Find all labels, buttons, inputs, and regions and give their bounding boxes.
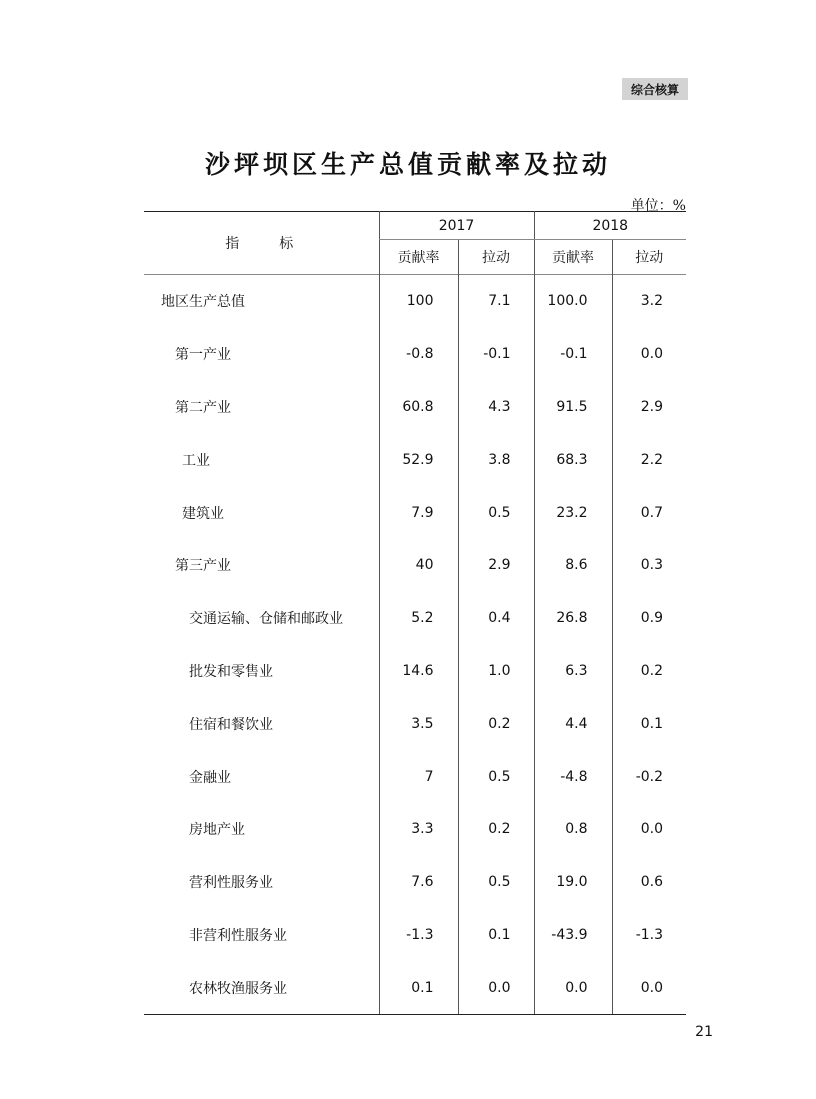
col-header-pull-2017: 拉动: [458, 240, 534, 275]
row-label: 房地产业: [189, 822, 245, 839]
indicator-header-char-1: 指: [225, 236, 244, 252]
cell-contribution-2017: 5.2: [379, 592, 458, 645]
row-label: 第二产业: [175, 399, 231, 416]
cell-pull-2017: 0.1: [458, 909, 534, 962]
table-row: [144, 750, 686, 803]
cell-contribution-2018: 91.5: [534, 381, 612, 434]
col-header-contribution-2018: 贡献率: [534, 240, 612, 275]
cell-contribution-2018: 23.2: [534, 486, 612, 539]
cell-contribution-2018: -0.1: [534, 328, 612, 381]
cell-pull-2017: 7.1: [458, 275, 534, 328]
cell-contribution-2018: 68.3: [534, 433, 612, 486]
year-header-2017: 2017: [379, 212, 534, 240]
table-row: [144, 803, 686, 856]
section-tag: 综合核算: [622, 78, 688, 100]
cell-contribution-2018: 19.0: [534, 856, 612, 909]
cell-pull-2018: 0.0: [612, 961, 686, 1014]
cell-contribution-2017: 40: [379, 539, 458, 592]
cell-contribution-2017: 60.8: [379, 381, 458, 434]
cell-pull-2018: 0.7: [612, 486, 686, 539]
table-row: [144, 856, 686, 909]
cell-contribution-2018: -4.8: [534, 750, 612, 803]
cell-pull-2018: 0.6: [612, 856, 686, 909]
cell-pull-2017: 0.5: [458, 750, 534, 803]
cell-pull-2017: 0.2: [458, 697, 534, 750]
cell-pull-2018: 0.9: [612, 592, 686, 645]
cell-contribution-2018: 26.8: [534, 592, 612, 645]
cell-pull-2018: 3.2: [612, 275, 686, 328]
cell-pull-2018: -0.2: [612, 750, 686, 803]
table-body: [144, 275, 686, 1015]
cell-pull-2017: 1.0: [458, 645, 534, 698]
cell-contribution-2017: 14.6: [379, 645, 458, 698]
cell-contribution-2018: 0.8: [534, 803, 612, 856]
cell-pull-2018: 2.9: [612, 381, 686, 434]
col-header-pull-2018: 拉动: [612, 240, 686, 275]
table-row: [144, 961, 686, 1014]
row-label: 营利性服务业: [189, 875, 273, 892]
cell-pull-2018: 0.0: [612, 328, 686, 381]
cell-contribution-2018: -43.9: [534, 909, 612, 962]
cell-pull-2018: 0.2: [612, 645, 686, 698]
cell-pull-2017: 0.5: [458, 856, 534, 909]
cell-contribution-2018: 4.4: [534, 697, 612, 750]
page-title: 沙坪坝区生产总值贡献率及拉动: [204, 150, 611, 179]
row-label: 金融业: [189, 769, 231, 786]
cell-contribution-2018: 8.6: [534, 539, 612, 592]
table-row: [144, 697, 686, 750]
row-label: 农林牧渔服务业: [144, 961, 379, 1014]
table-row: [144, 433, 686, 486]
cell-contribution-2017: 7.6: [379, 856, 458, 909]
cell-pull-2017: 0.2: [458, 803, 534, 856]
row-label: 地区生产总值: [161, 294, 245, 311]
indicator-header-char-2: 标: [279, 236, 298, 252]
table-row: [144, 539, 686, 592]
cell-contribution-2017: 0.1: [379, 961, 458, 1014]
data-table: [144, 211, 686, 1015]
row-label: 第一产业: [175, 347, 231, 364]
cell-contribution-2017: -1.3: [379, 909, 458, 962]
cell-pull-2018: 0.3: [612, 539, 686, 592]
table-row: [144, 275, 686, 328]
cell-contribution-2018: 0.0: [534, 961, 612, 1014]
cell-contribution-2017: 3.5: [379, 697, 458, 750]
row-label: 第三产业: [175, 558, 231, 575]
row-label: 工业: [182, 452, 210, 469]
table-row: [144, 645, 686, 698]
row-label: 建筑业: [182, 505, 224, 522]
cell-contribution-2017: 52.9: [379, 433, 458, 486]
cell-pull-2017: 0.4: [458, 592, 534, 645]
col-header-contribution-2017: 贡献率: [379, 240, 458, 275]
table-row: [144, 592, 686, 645]
cell-contribution-2017: -0.8: [379, 328, 458, 381]
cell-pull-2017: -0.1: [458, 328, 534, 381]
cell-pull-2017: 2.9: [458, 539, 534, 592]
cell-pull-2017: 3.8: [458, 433, 534, 486]
table-row: [144, 381, 686, 434]
table-row: [144, 328, 686, 381]
row-label: 交通运输、仓储和邮政业: [189, 611, 343, 628]
cell-contribution-2018: 100.0: [534, 275, 612, 328]
cell-contribution-2017: 7.9: [379, 486, 458, 539]
row-label: 非营利性服务业: [189, 927, 287, 944]
cell-pull-2017: 0.0: [458, 961, 534, 1014]
page-number: 21: [695, 1024, 713, 1040]
row-label: 批发和零售业: [189, 663, 273, 680]
cell-pull-2018: 0.1: [612, 697, 686, 750]
cell-contribution-2017: 7: [379, 750, 458, 803]
cell-pull-2017: 0.5: [458, 486, 534, 539]
cell-pull-2018: 0.0: [612, 803, 686, 856]
cell-pull-2018: -1.3: [612, 909, 686, 962]
cell-pull-2018: 2.2: [612, 433, 686, 486]
indicator-header: [144, 212, 379, 275]
year-header-2018: 2018: [534, 212, 686, 240]
cell-contribution-2017: 100: [379, 275, 458, 328]
cell-contribution-2017: 3.3: [379, 803, 458, 856]
row-label: 住宿和餐饮业: [189, 716, 273, 733]
table-row: [144, 486, 686, 539]
cell-contribution-2018: 6.3: [534, 645, 612, 698]
cell-pull-2017: 4.3: [458, 381, 534, 434]
table-row: [144, 909, 686, 962]
unit-label: 单位：%: [630, 198, 686, 214]
